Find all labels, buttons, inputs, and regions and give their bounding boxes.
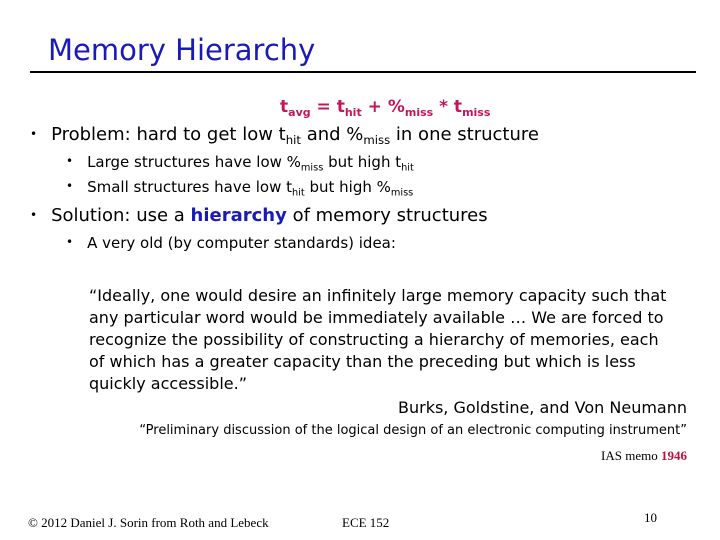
memo-reference: IAS memo 1946 [601, 448, 687, 463]
bullet-problem: • Problem: hard to get low $t_{hit}$ and $\%_{miss}$ in one structure [30, 124, 539, 148]
paper-title: “Preliminary discussion of the logical design of an electronic computing instrument” [139, 423, 687, 438]
formula-equals: = [310, 97, 337, 117]
page-number: 10 [644, 510, 657, 525]
bullet-dot: • [66, 235, 74, 249]
bullet-large-structures: • Large structures have low $\%_{miss}$ but high $t_{hit}$ [66, 153, 414, 174]
formula-t-hit: $t_{hit}$ [336, 97, 362, 119]
formula-plus: + [361, 97, 388, 117]
footer-course: ECE 152 [342, 515, 390, 530]
bullet-dot: • [30, 208, 38, 222]
bullet-dot: • [66, 154, 74, 168]
formula-pct-miss: $\%_{miss}$ [387, 97, 434, 119]
formula-t-miss: $t_{miss}$ [453, 97, 491, 119]
formula-times: * [433, 97, 454, 117]
hierarchy-emphasis: hierarchy [190, 205, 287, 226]
slide-title: Memory Hierarchy [48, 33, 316, 67]
bullet-old-idea: • A very old (by computer standards) idea: [66, 234, 396, 252]
bullet-solution: • Solution: use a hierarchy of memory structures [30, 205, 488, 226]
formula-t-avg: $t_{avg}$ [280, 97, 311, 119]
formula [280, 97, 490, 117]
bullet-dot: • [66, 179, 74, 193]
title-underline [30, 71, 696, 73]
bullet-small-structures: • Small structures have low $t_{hit}$ but high $\%_{miss}$ [66, 178, 414, 199]
bullet-dot: • [30, 127, 38, 141]
quote-text: “Ideally, one would desire an infinitely large memory capacity such that any particular word would be immediately available … We are forced to recognize the possibility of constructing a hierarchy of memories, each of which has a greater capacity than the preceding but which is less quickly accessible.” [89, 286, 667, 393]
memo-year: 1946 [661, 448, 687, 463]
footer-copyright: © 2012 Daniel J. Sorin from Roth and Lebeck [28, 515, 269, 530]
quote-attribution: Burks, Goldstine, and Von Neumann [398, 398, 687, 417]
